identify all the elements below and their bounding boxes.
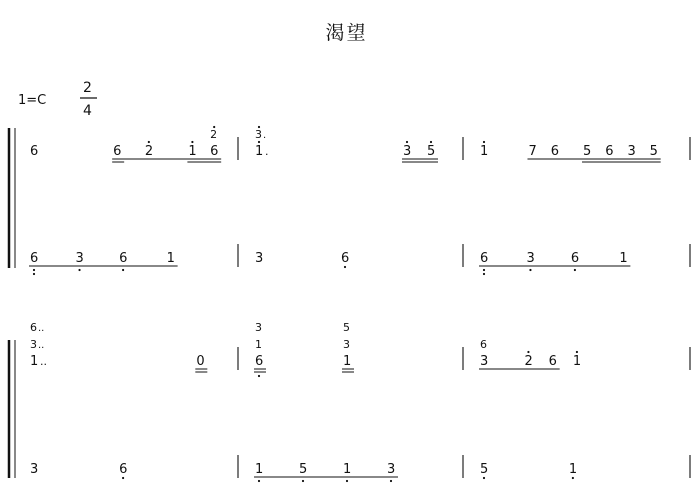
augmentation-dot: . xyxy=(263,130,267,141)
note-digit: 6 xyxy=(605,144,614,159)
octave-dot-below xyxy=(483,269,485,271)
note-digit: 1 xyxy=(343,462,352,477)
note-digit: 3 xyxy=(30,462,39,477)
note-digit: 3 xyxy=(480,354,489,369)
note-digit: 2 xyxy=(524,354,533,369)
note-digit: 1 xyxy=(619,251,628,266)
note-digit: 3 xyxy=(627,144,636,159)
note-digit: 6 xyxy=(570,251,580,266)
octave-dot-below xyxy=(258,480,260,482)
octave-dot-below xyxy=(33,273,35,275)
octave-dot-above xyxy=(258,141,260,143)
time-signature-top: 2 xyxy=(83,80,92,96)
octave-dot-below xyxy=(529,269,531,271)
key-signature: 1=C xyxy=(18,93,47,108)
note-digit: 0 xyxy=(196,354,205,369)
chord-note-upper: 3 xyxy=(343,338,350,351)
time-signature-bottom: 4 xyxy=(83,103,92,119)
octave-dot-below xyxy=(258,375,260,377)
note-digit: 6 xyxy=(255,354,264,369)
note-digit: 6 xyxy=(119,462,128,477)
note-digit: 1 xyxy=(572,354,582,369)
octave-dot-above xyxy=(527,351,529,353)
octave-dot-below xyxy=(574,269,576,271)
note-digit: 5 xyxy=(299,462,308,477)
note-digit: 5 xyxy=(427,144,436,159)
octave-dot-above xyxy=(430,141,432,143)
octave-dot-above xyxy=(576,351,578,353)
note-digit: 6 xyxy=(210,144,219,159)
note-digit: 1 xyxy=(568,462,578,477)
chord-note-upper: 2 xyxy=(210,128,218,141)
note-digit: 1 xyxy=(343,354,352,369)
chord-note-upper: 6 xyxy=(480,338,487,351)
octave-dot-below xyxy=(483,273,485,275)
chord-note-upper: 3 xyxy=(255,128,262,141)
octave-dot-below xyxy=(344,266,346,268)
chord-note-upper: 1 xyxy=(255,338,262,351)
note-digit: 6 xyxy=(548,354,557,369)
note-digit: 5 xyxy=(649,144,658,159)
augmentation-dot: .. xyxy=(38,323,45,334)
octave-dot-above xyxy=(213,126,215,128)
chord-note-top: 3 xyxy=(255,321,262,334)
note-digit: 1 xyxy=(30,354,39,369)
chord-note-top: 6 xyxy=(30,321,37,334)
octave-dot-below xyxy=(572,477,574,479)
note-digit: 3 xyxy=(387,462,396,477)
octave-dot-below xyxy=(122,269,124,271)
note-digit: 1 xyxy=(480,144,489,159)
note-digit: 6 xyxy=(30,144,39,159)
note-digit: 1 xyxy=(255,462,264,477)
augmentation-dot: .. xyxy=(40,355,47,368)
octave-dot-above xyxy=(406,141,408,143)
octave-dot-below xyxy=(483,477,485,479)
octave-dot-above xyxy=(148,141,150,143)
augmentation-dot: .. xyxy=(38,340,45,351)
note-digit: 6 xyxy=(119,251,128,266)
note-digit: 7 xyxy=(528,144,537,159)
note-digit: 3 xyxy=(75,251,84,266)
chord-note-top: 5 xyxy=(343,321,350,334)
octave-dot-below xyxy=(33,269,35,271)
note-digit: 1 xyxy=(255,144,264,159)
octave-dot-below xyxy=(78,269,80,271)
octave-dot-below xyxy=(346,480,348,482)
octave-dot-above xyxy=(483,141,485,143)
note-digit: 5 xyxy=(583,144,592,159)
octave-dot-below xyxy=(302,480,304,482)
note-digit: 3 xyxy=(526,251,535,266)
note-digit: 3 xyxy=(255,251,264,266)
note-digit: 6 xyxy=(30,251,39,266)
note-digit: 5 xyxy=(480,462,489,477)
octave-dot-above xyxy=(258,126,260,128)
note-digit: 6 xyxy=(550,144,559,159)
note-digit: 3 xyxy=(403,144,412,159)
note-digit: 1 xyxy=(166,251,175,266)
chord-note-upper: 3 xyxy=(30,338,37,351)
note-digit: 6 xyxy=(480,251,489,266)
octave-dot-above xyxy=(191,141,193,143)
note-digit: 1 xyxy=(188,144,197,159)
note-digit: 6 xyxy=(113,144,122,159)
note-digit: 2 xyxy=(144,144,154,159)
augmentation-dot: . xyxy=(265,145,269,158)
score-title: 渴望 xyxy=(325,22,368,44)
note-digit: 6 xyxy=(341,251,350,266)
octave-dot-below xyxy=(390,480,392,482)
octave-dot-below xyxy=(122,477,124,479)
